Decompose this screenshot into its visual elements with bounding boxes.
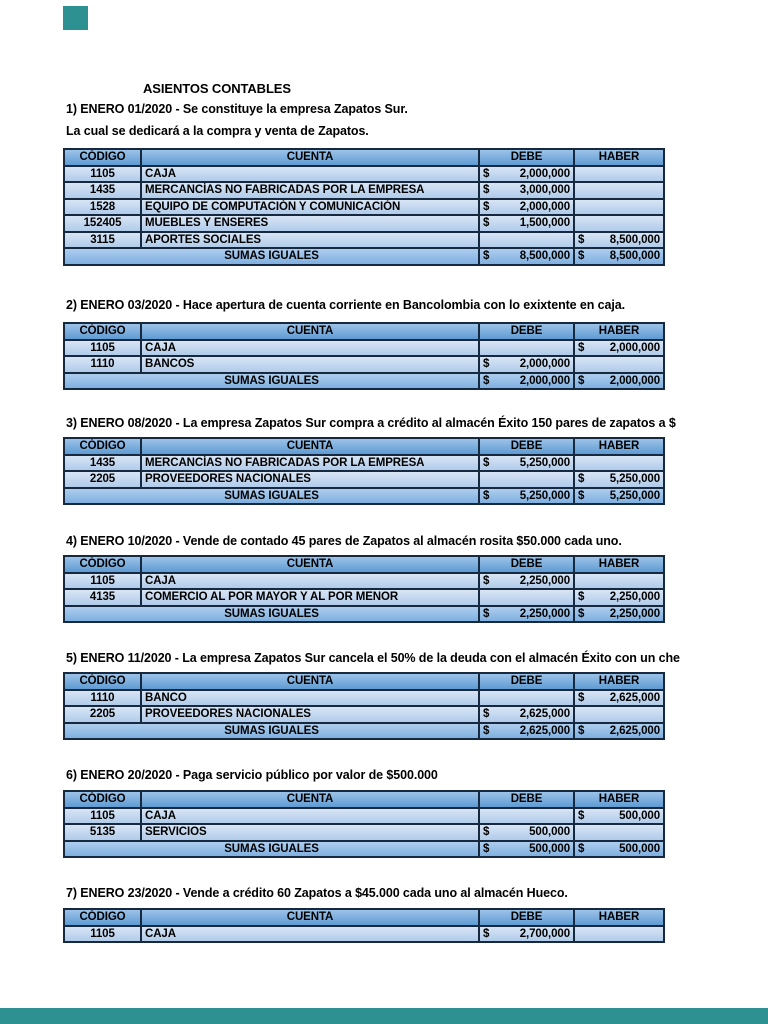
column-header: DEBE	[479, 791, 574, 808]
cuenta-cell: MUEBLES Y ENSERES	[141, 215, 479, 232]
sums-row	[64, 488, 664, 505]
column-header: HABER	[574, 323, 664, 340]
sums-row	[64, 841, 664, 858]
currency-symbol: $	[483, 574, 490, 587]
currency-symbol: $	[578, 473, 585, 486]
column-header: HABER	[574, 438, 664, 455]
column-header: CUENTA	[141, 438, 479, 455]
debe-amount-cell	[479, 373, 574, 390]
entry-section-4	[66, 533, 768, 623]
page-corner-marker	[63, 6, 88, 30]
debe-amount-cell	[479, 182, 574, 199]
cuenta-cell: MERCANCÍAS NO FABRICADAS POR LA EMPRESA	[141, 182, 479, 199]
codigo-cell: 2205	[64, 471, 141, 488]
codigo-cell: 1105	[64, 808, 141, 825]
currency-symbol: $	[483, 927, 490, 940]
currency-symbol: $	[578, 489, 585, 502]
cuenta-cell: CAJA	[141, 573, 479, 590]
journal-table	[63, 908, 768, 943]
debe-amount: 1,500,000	[519, 217, 570, 230]
haber-amount: 2,250,000	[609, 591, 660, 604]
column-header: CUENTA	[141, 556, 479, 573]
accounting-table	[63, 790, 665, 858]
currency-symbol: $	[483, 607, 490, 620]
haber-amount: 500,000	[619, 842, 660, 855]
accounting-table	[63, 437, 665, 505]
currency-symbol: $	[483, 217, 490, 230]
table-row	[64, 706, 664, 723]
entry-section-3	[66, 415, 768, 505]
cuenta-cell: COMERCIO AL POR MAYOR Y AL POR MENOR	[141, 589, 479, 606]
debe-amount-cell	[479, 573, 574, 590]
debe-amount-cell	[479, 166, 574, 183]
haber-amount: 8,500,000	[609, 233, 660, 246]
haber-amount: 5,250,000	[609, 473, 660, 486]
currency-symbol: $	[578, 724, 585, 737]
sums-label: SUMAS IGUALES	[64, 841, 479, 858]
sums-row	[64, 723, 664, 740]
table-header-row	[64, 323, 664, 340]
sums-label: SUMAS IGUALES	[64, 606, 479, 623]
entry-description: 5) ENERO 11/2020 - La empresa Zapatos Sur cancela el 50% de la deuda con el almacén Éxito con un che	[66, 651, 680, 665]
currency-symbol: $	[483, 358, 490, 371]
debe-amount-cell	[479, 841, 574, 858]
column-header: CUENTA	[141, 149, 479, 166]
cuenta-cell: BANCO	[141, 690, 479, 707]
column-header: DEBE	[479, 556, 574, 573]
haber-amount-cell	[574, 690, 664, 707]
codigo-cell: 5135	[64, 824, 141, 841]
sums-row	[64, 373, 664, 390]
haber-amount-cell	[574, 606, 664, 623]
entry-section-5	[66, 650, 768, 740]
codigo-cell: 1528	[64, 199, 141, 216]
debe-amount: 500,000	[529, 842, 570, 855]
debe-amount: 2,700,000	[519, 927, 570, 940]
haber-amount-cell	[574, 356, 664, 373]
column-header: CÓDIGO	[64, 909, 141, 926]
cuenta-cell: EQUIPO DE COMPUTACIÓN Y COMUNICACIÓN	[141, 199, 479, 216]
currency-symbol: $	[578, 250, 585, 263]
codigo-cell: 1105	[64, 166, 141, 183]
debe-amount-cell	[479, 706, 574, 723]
codigo-cell: 3115	[64, 232, 141, 249]
column-header: DEBE	[479, 149, 574, 166]
entry-section-2	[66, 297, 768, 390]
column-header: HABER	[574, 673, 664, 690]
debe-amount-cell	[479, 356, 574, 373]
debe-amount-cell	[479, 248, 574, 265]
journal-table	[63, 437, 768, 505]
haber-amount-cell	[574, 488, 664, 505]
debe-amount: 2,625,000	[519, 724, 570, 737]
debe-amount-cell	[479, 488, 574, 505]
accounting-table	[63, 555, 665, 623]
journal-table	[63, 790, 768, 858]
entry-description: 3) ENERO 08/2020 - La empresa Zapatos Sur compra a crédito al almacén Éxito 150 pares de zapatos a $	[66, 416, 676, 430]
haber-amount-cell	[574, 471, 664, 488]
sums-label: SUMAS IGUALES	[64, 248, 479, 265]
column-header: DEBE	[479, 323, 574, 340]
column-header: CÓDIGO	[64, 791, 141, 808]
currency-symbol: $	[483, 167, 490, 180]
column-header: HABER	[574, 909, 664, 926]
table-row	[64, 690, 664, 707]
currency-symbol: $	[578, 341, 585, 354]
currency-symbol: $	[483, 184, 490, 197]
debe-amount-cell	[479, 199, 574, 216]
sums-label: SUMAS IGUALES	[64, 723, 479, 740]
codigo-cell: 2205	[64, 706, 141, 723]
table-row	[64, 824, 664, 841]
haber-amount-cell	[574, 706, 664, 723]
haber-amount-cell	[574, 373, 664, 390]
document-title: ASIENTOS CONTABLES	[143, 81, 291, 96]
column-header: DEBE	[479, 673, 574, 690]
debe-amount-cell	[479, 606, 574, 623]
currency-symbol: $	[483, 842, 490, 855]
haber-amount-cell	[574, 340, 664, 357]
debe-amount-cell	[479, 471, 574, 488]
currency-symbol: $	[578, 809, 585, 822]
codigo-cell: 1105	[64, 926, 141, 943]
cuenta-cell: PROVEEDORES NACIONALES	[141, 706, 479, 723]
accounting-table	[63, 148, 665, 266]
currency-symbol: $	[483, 250, 490, 263]
column-header: CÓDIGO	[64, 438, 141, 455]
codigo-cell: 152405	[64, 215, 141, 232]
currency-symbol: $	[483, 826, 490, 839]
currency-symbol: $	[578, 591, 585, 604]
debe-amount-cell	[479, 723, 574, 740]
haber-amount: 2,000,000	[609, 374, 660, 387]
table-row	[64, 166, 664, 183]
debe-amount-cell	[479, 340, 574, 357]
column-header: CUENTA	[141, 791, 479, 808]
debe-amount: 2,625,000	[519, 708, 570, 721]
column-header: DEBE	[479, 909, 574, 926]
page-bottom-bar	[0, 1008, 768, 1024]
entry-description: 2) ENERO 03/2020 - Hace apertura de cuenta corriente en Bancolombia con lo exixtente en caja.	[66, 298, 625, 312]
table-row	[64, 455, 664, 472]
codigo-cell: 1105	[64, 340, 141, 357]
table-row	[64, 926, 664, 943]
column-header: HABER	[574, 556, 664, 573]
codigo-cell: 1435	[64, 182, 141, 199]
haber-amount: 2,250,000	[609, 607, 660, 620]
haber-amount-cell	[574, 248, 664, 265]
haber-amount-cell	[574, 199, 664, 216]
column-header: CUENTA	[141, 909, 479, 926]
cuenta-cell: MERCANCÍAS NO FABRICADAS POR LA EMPRESA	[141, 455, 479, 472]
codigo-cell: 4135	[64, 589, 141, 606]
column-header: CUENTA	[141, 323, 479, 340]
currency-symbol: $	[578, 842, 585, 855]
debe-amount-cell	[479, 690, 574, 707]
column-header: CÓDIGO	[64, 149, 141, 166]
column-header: DEBE	[479, 438, 574, 455]
column-header: CÓDIGO	[64, 323, 141, 340]
haber-amount: 500,000	[619, 809, 660, 822]
cuenta-cell: PROVEEDORES NACIONALES	[141, 471, 479, 488]
debe-amount-cell	[479, 926, 574, 943]
currency-symbol: $	[578, 374, 585, 387]
haber-amount: 8,500,000	[609, 250, 660, 263]
haber-amount: 2,625,000	[609, 691, 660, 704]
haber-amount-cell	[574, 589, 664, 606]
table-row	[64, 182, 664, 199]
column-header: HABER	[574, 791, 664, 808]
entry-description: La cual se dedicará a la compra y venta de Zapatos.	[66, 124, 369, 138]
haber-amount-cell	[574, 232, 664, 249]
table-row	[64, 589, 664, 606]
haber-amount: 5,250,000	[609, 489, 660, 502]
journal-table	[63, 322, 768, 390]
entry-section-7	[66, 885, 768, 943]
column-header: CUENTA	[141, 673, 479, 690]
debe-amount-cell	[479, 824, 574, 841]
debe-amount: 2,000,000	[519, 200, 570, 213]
column-header: CÓDIGO	[64, 556, 141, 573]
debe-amount: 5,250,000	[519, 489, 570, 502]
currency-symbol: $	[578, 607, 585, 620]
debe-amount: 2,250,000	[519, 574, 570, 587]
currency-symbol: $	[578, 691, 585, 704]
codigo-cell: 1435	[64, 455, 141, 472]
table-header-row	[64, 909, 664, 926]
entry-section-6	[66, 767, 768, 858]
debe-amount-cell	[479, 808, 574, 825]
table-row	[64, 199, 664, 216]
table-row	[64, 340, 664, 357]
cuenta-cell: CAJA	[141, 340, 479, 357]
cuenta-cell: SERVICIOS	[141, 824, 479, 841]
journal-table	[63, 672, 768, 740]
accounting-table	[63, 322, 665, 390]
debe-amount: 8,500,000	[519, 250, 570, 263]
entry-description: 1) ENERO 01/2020 - Se constituye la empresa Zapatos Sur.	[66, 102, 408, 116]
table-header-row	[64, 791, 664, 808]
debe-amount-cell	[479, 455, 574, 472]
haber-amount-cell	[574, 841, 664, 858]
entry-description: 7) ENERO 23/2020 - Vende a crédito 60 Zapatos a $45.000 cada uno al almacén Hueco.	[66, 886, 568, 900]
entry-description: 4) ENERO 10/2020 - Vende de contado 45 pares de Zapatos al almacén rosita $50.000 cada uno.	[66, 534, 622, 548]
codigo-cell: 1110	[64, 356, 141, 373]
table-row	[64, 573, 664, 590]
currency-symbol: $	[483, 489, 490, 502]
cuenta-cell: CAJA	[141, 808, 479, 825]
haber-amount-cell	[574, 215, 664, 232]
cuenta-cell: CAJA	[141, 926, 479, 943]
haber-amount-cell	[574, 455, 664, 472]
haber-amount-cell	[574, 723, 664, 740]
cuenta-cell: BANCOS	[141, 356, 479, 373]
debe-amount-cell	[479, 232, 574, 249]
debe-amount: 2,250,000	[519, 607, 570, 620]
table-header-row	[64, 556, 664, 573]
table-row	[64, 471, 664, 488]
currency-symbol: $	[483, 200, 490, 213]
table-header-row	[64, 438, 664, 455]
debe-amount: 3,000,000	[519, 184, 570, 197]
haber-amount: 2,000,000	[609, 341, 660, 354]
table-row	[64, 215, 664, 232]
column-header: HABER	[574, 149, 664, 166]
currency-symbol: $	[483, 708, 490, 721]
codigo-cell: 1105	[64, 573, 141, 590]
sums-row	[64, 248, 664, 265]
table-row	[64, 356, 664, 373]
cuenta-cell: APORTES SOCIALES	[141, 232, 479, 249]
currency-symbol: $	[578, 233, 585, 246]
currency-symbol: $	[483, 456, 490, 469]
debe-amount: 5,250,000	[519, 456, 570, 469]
cuenta-cell: CAJA	[141, 166, 479, 183]
currency-symbol: $	[483, 374, 490, 387]
sums-label: SUMAS IGUALES	[64, 373, 479, 390]
accounting-table	[63, 908, 665, 943]
haber-amount-cell	[574, 573, 664, 590]
haber-amount-cell	[574, 926, 664, 943]
debe-amount: 2,000,000	[519, 167, 570, 180]
column-header: CÓDIGO	[64, 673, 141, 690]
haber-amount-cell	[574, 182, 664, 199]
currency-symbol: $	[483, 724, 490, 737]
journal-table	[63, 148, 768, 266]
entry-description: 6) ENERO 20/2020 - Paga servicio público por valor de $500.000	[66, 768, 438, 782]
debe-amount-cell	[479, 589, 574, 606]
accounting-table	[63, 672, 665, 740]
haber-amount-cell	[574, 824, 664, 841]
debe-amount: 500,000	[529, 826, 570, 839]
entry-section-1	[66, 101, 768, 266]
debe-amount: 2,000,000	[519, 374, 570, 387]
sums-label: SUMAS IGUALES	[64, 488, 479, 505]
table-header-row	[64, 149, 664, 166]
table-row	[64, 232, 664, 249]
haber-amount: 2,625,000	[609, 724, 660, 737]
table-row	[64, 808, 664, 825]
debe-amount: 2,000,000	[519, 358, 570, 371]
haber-amount-cell	[574, 166, 664, 183]
journal-table	[63, 555, 768, 623]
debe-amount-cell	[479, 215, 574, 232]
sums-row	[64, 606, 664, 623]
haber-amount-cell	[574, 808, 664, 825]
table-header-row	[64, 673, 664, 690]
codigo-cell: 1110	[64, 690, 141, 707]
